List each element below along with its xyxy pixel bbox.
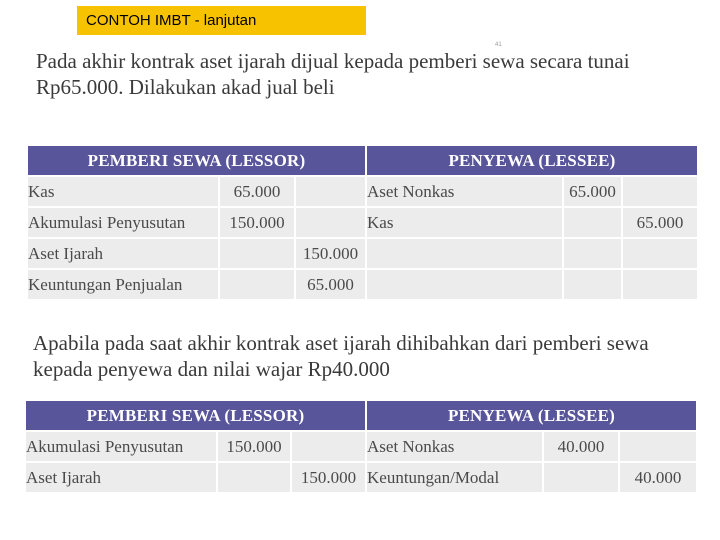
grant-paragraph <box>33 330 673 382</box>
intro-paragraph <box>36 48 656 100</box>
lessee-header: PENYEWA (LESSEE) <box>367 146 697 175</box>
journal-table-grant <box>24 399 698 494</box>
lessee-header: PENYEWA (LESSEE) <box>367 401 696 430</box>
table-row <box>28 177 697 206</box>
lessee-credit <box>620 432 696 461</box>
lessee-debit <box>544 463 618 492</box>
lessor-header: PEMBERI SEWA (LESSOR) <box>28 146 365 175</box>
lessor-debit <box>218 463 290 492</box>
lessor-debit <box>220 270 294 299</box>
lessee-debit: 65.000 <box>564 177 621 206</box>
table-header-row <box>26 401 696 430</box>
lessee-credit: 65.000 <box>623 208 697 237</box>
lessee-credit <box>623 270 697 299</box>
table-row <box>26 432 696 461</box>
grant-line-1: Apabila pada saat akhir kontrak aset ijarah dihibahkan dari pemberi sewa <box>33 331 649 355</box>
lessee-debit <box>564 239 621 268</box>
intro-line-2: Rp65.000. Dilakukan akad jual beli <box>36 75 335 99</box>
lessee-debit <box>564 270 621 299</box>
table-row <box>28 208 697 237</box>
lessor-account: Aset Ijarah <box>28 239 218 268</box>
lessee-account: Aset Nonkas <box>367 432 542 461</box>
lessee-credit <box>623 177 697 206</box>
lessee-account: Aset Nonkas <box>367 177 562 206</box>
intro-line-1: Pada akhir kontrak aset ijarah dijual kepada pemberi sewa secara tunai <box>36 49 630 73</box>
lessor-account: Akumulasi Penyusutan <box>26 432 216 461</box>
lessee-account <box>367 239 562 268</box>
lessor-account: Aset Ijarah <box>26 463 216 492</box>
grant-line-2: kepada penyewa dan nilai wajar Rp40.000 <box>33 357 390 381</box>
slide-tag: CONTOH IMBT - lanjutan <box>77 6 366 35</box>
lessor-credit: 65.000 <box>296 270 365 299</box>
lessor-credit <box>296 177 365 206</box>
lessor-debit: 150.000 <box>218 432 290 461</box>
lessor-account: Keuntungan Penjualan <box>28 270 218 299</box>
lessor-debit <box>220 239 294 268</box>
table-row <box>26 463 696 492</box>
lessor-credit <box>292 432 365 461</box>
lessee-credit <box>623 239 697 268</box>
lessee-debit: 40.000 <box>544 432 618 461</box>
lessee-account <box>367 270 562 299</box>
lessor-credit: 150.000 <box>296 239 365 268</box>
table-row <box>28 239 697 268</box>
lessee-credit: 40.000 <box>620 463 696 492</box>
lessee-debit <box>564 208 621 237</box>
lessor-account: Akumulasi Penyusutan <box>28 208 218 237</box>
table-row <box>28 270 697 299</box>
journal-table-sale <box>26 144 699 301</box>
lessor-credit <box>296 208 365 237</box>
lessor-credit: 150.000 <box>292 463 365 492</box>
lessee-account: Keuntungan/Modal <box>367 463 542 492</box>
lessor-debit: 150.000 <box>220 208 294 237</box>
lessor-debit: 65.000 <box>220 177 294 206</box>
lessor-account: Kas <box>28 177 218 206</box>
table-header-row <box>28 146 697 175</box>
lessor-header: PEMBERI SEWA (LESSOR) <box>26 401 365 430</box>
lessee-account: Kas <box>367 208 562 237</box>
slide-number: 41 <box>495 42 502 48</box>
